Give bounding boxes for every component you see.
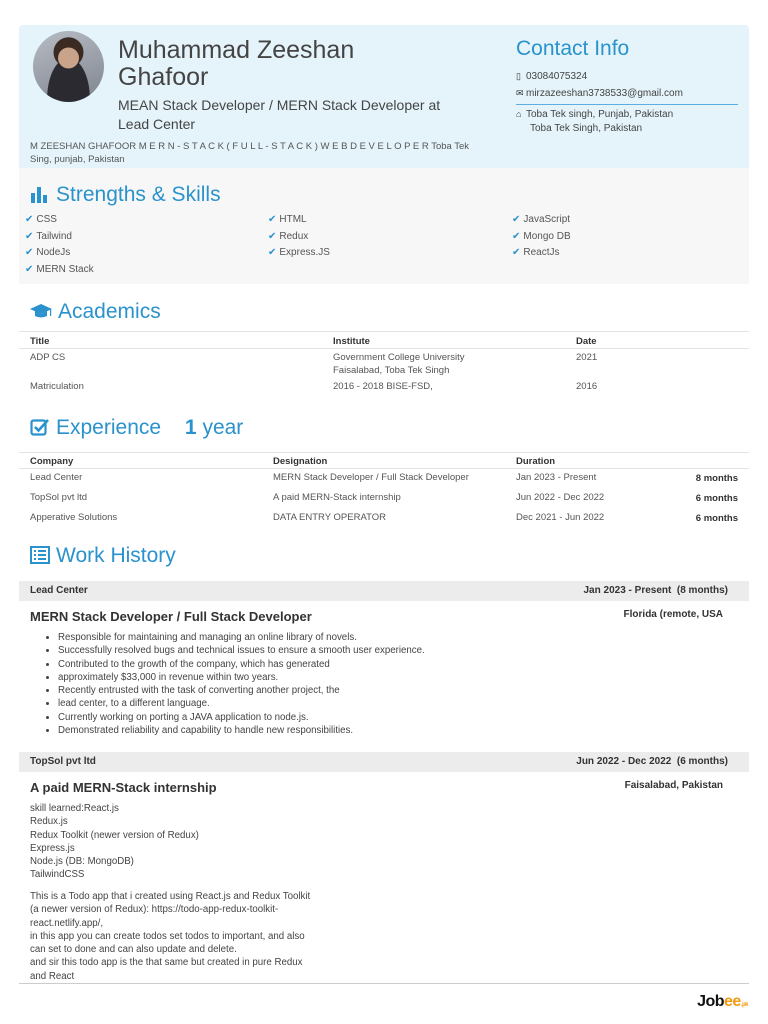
contact-info-title: Contact Info xyxy=(516,37,630,60)
job-date-range: Jan 2023 - Present (8 months) xyxy=(583,585,728,596)
check-icon: ✔ xyxy=(25,264,34,275)
candidate-role: MEAN Stack Developer / MERN Stack Developer at Lead Center xyxy=(118,97,441,132)
list-item: • lead center, to a different language. xyxy=(58,697,425,710)
envelope-icon: ✉ xyxy=(516,88,524,98)
academic-date: 2016 xyxy=(576,381,598,392)
candidate-name: Muhammad Zeeshan Ghafoor xyxy=(118,36,355,91)
check-icon: ✔ xyxy=(512,247,521,258)
profile-avatar xyxy=(33,31,104,102)
job-company: Lead Center xyxy=(30,585,88,596)
work-history-heading xyxy=(30,544,176,570)
experience-title: Experience xyxy=(56,416,162,439)
contact-address xyxy=(516,109,673,120)
checkbox-icon xyxy=(30,418,50,442)
divider xyxy=(19,331,749,332)
skill-item: ✔ Tailwind xyxy=(25,231,72,242)
profile-summary: M ZEESHAN GHAFOOR M E R N - S T A C K ( F U L L - S T A C K ) W E B D E V E L O P E R Toba Tek Sing, punjab, Pakistan xyxy=(30,141,470,165)
check-icon: ✔ xyxy=(268,247,277,258)
skill-item: ✔ MERN Stack xyxy=(25,264,94,275)
experience-months: 6 months xyxy=(695,513,738,524)
academic-title: Matriculation xyxy=(30,381,84,392)
column-header-company: Company xyxy=(30,456,74,467)
skill-item: ✔ Redux xyxy=(268,231,309,242)
experience-company: TopSol pvt ltd xyxy=(30,492,88,503)
job-company: TopSol pvt ltd xyxy=(30,756,96,767)
list-item: • Successfully resolved bugs and technical issues to ensure a smooth user experience. xyxy=(58,644,425,657)
divider xyxy=(19,468,749,469)
bar-chart-icon xyxy=(30,185,50,209)
contact-address-2: Toba Tek Singh, Pakistan xyxy=(530,123,643,134)
profile-header xyxy=(19,25,749,168)
experience-company: Apperative Solutions xyxy=(30,512,118,523)
academic-date: 2021 xyxy=(576,352,598,363)
list-item: • Responsible for maintaining and managing an online library of novels. xyxy=(58,631,425,644)
skill-item: ✔ ReactJs xyxy=(512,247,560,258)
column-header-institute: Institute xyxy=(333,336,370,347)
list-item: • Currently working on porting a JAVA application to node.js. xyxy=(58,711,425,724)
experience-duration: Jan 2023 - Present xyxy=(516,472,597,483)
experience-designation: MERN Stack Developer / Full Stack Developer xyxy=(273,472,469,483)
phone-icon: ▯ xyxy=(516,71,521,81)
column-header-duration: Duration xyxy=(516,456,556,467)
job-header-bar xyxy=(19,581,749,601)
contact-divider xyxy=(516,104,738,105)
email-text: mirzazeeshan3738533@gmail.com xyxy=(526,88,683,99)
job-date-range: Jun 2022 - Dec 2022 (6 months) xyxy=(576,756,728,767)
skills-heading xyxy=(30,183,221,209)
list-icon xyxy=(30,546,50,570)
check-icon: ✔ xyxy=(25,231,34,242)
experience-designation: A paid MERN-Stack internship xyxy=(273,492,401,503)
list-item: • Demonstrated reliability and capability to handle new responsibilities. xyxy=(58,724,425,737)
job-skills-learned: skill learned:React.js Redux.js Redux Toolkit (newer version of Redux) Express.js Node.js (DB: MongoDB) TailwindCSS xyxy=(30,803,199,881)
job-location: Florida (remote, USA xyxy=(623,609,723,620)
list-item: • Recently entrusted with the task of converting another project, the xyxy=(58,684,425,697)
check-icon: ✔ xyxy=(512,214,521,225)
experience-duration: Jun 2022 - Dec 2022 xyxy=(516,492,605,503)
address-line-1: Toba Tek singh, Punjab, Pakistan xyxy=(526,109,674,120)
work-history-title: Work History xyxy=(56,544,176,567)
academic-institute: Government College University Faisalabad, Toba Tek Singh xyxy=(333,352,465,376)
experience-company: Lead Center xyxy=(30,472,83,483)
skill-item: ✔ HTML xyxy=(268,214,307,225)
academics-heading xyxy=(30,300,161,326)
brand-logo: Jobee.pk xyxy=(697,993,748,1010)
column-header-date: Date xyxy=(576,336,597,347)
experience-heading xyxy=(30,416,243,442)
job-description: This is a Todo app that i created using React.js and Redux Toolkit (a newer version of Redux): https://todo-app-redux-toolkit- react.netlify.app/, in this app you can create todos set todos to important, and also can set to done and can also update and delete. and sir this todo app is the that same but created in pure Redux and React xyxy=(30,891,311,982)
divider xyxy=(19,452,749,453)
job-location: Faisalabad, Pakistan xyxy=(624,780,723,791)
job-responsibilities xyxy=(42,631,425,737)
experience-total-unit: year xyxy=(202,416,244,439)
skill-item: ✔ CSS xyxy=(25,214,57,225)
graduation-cap-icon xyxy=(30,302,52,326)
contact-email[interactable] xyxy=(516,88,683,99)
phone-text: 03084075324 xyxy=(526,71,588,82)
list-item: • approximately $33,000 in revenue within two years. xyxy=(58,671,425,684)
skills-title: Strengths & Skills xyxy=(56,183,221,206)
check-icon: ✔ xyxy=(268,231,277,242)
experience-months: 6 months xyxy=(695,493,738,504)
academics-title: Academics xyxy=(58,300,161,323)
column-header-title: Title xyxy=(30,336,50,347)
experience-months: 8 months xyxy=(695,473,738,484)
list-item: • Contributed to the growth of the company, which has generated xyxy=(58,658,425,671)
job-title: MERN Stack Developer / Full Stack Developer xyxy=(30,609,312,624)
check-icon: ✔ xyxy=(268,214,277,225)
experience-total-number: 1 xyxy=(184,416,197,439)
experience-designation: DATA ENTRY OPERATOR xyxy=(273,512,386,523)
skill-item: ✔ Mongo DB xyxy=(512,231,571,242)
home-icon: ⌂ xyxy=(516,109,522,119)
contact-phone[interactable] xyxy=(516,71,587,82)
skill-item: ✔ JavaScript xyxy=(512,214,571,225)
divider xyxy=(19,348,749,349)
academic-title: ADP CS xyxy=(30,352,66,363)
job-header-bar xyxy=(19,752,749,772)
skill-item: ✔ NodeJs xyxy=(25,247,71,258)
skill-item: ✔ Express.JS xyxy=(268,247,330,258)
check-icon: ✔ xyxy=(25,214,34,225)
job-title: A paid MERN-Stack internship xyxy=(30,780,217,795)
academic-institute: 2016 - 2018 BISE-FSD, xyxy=(333,381,433,392)
experience-duration: Dec 2021 - Jun 2022 xyxy=(516,512,605,523)
footer-divider xyxy=(19,983,749,984)
column-header-designation: Designation xyxy=(273,456,328,467)
check-icon: ✔ xyxy=(512,231,521,242)
check-icon: ✔ xyxy=(25,247,34,258)
